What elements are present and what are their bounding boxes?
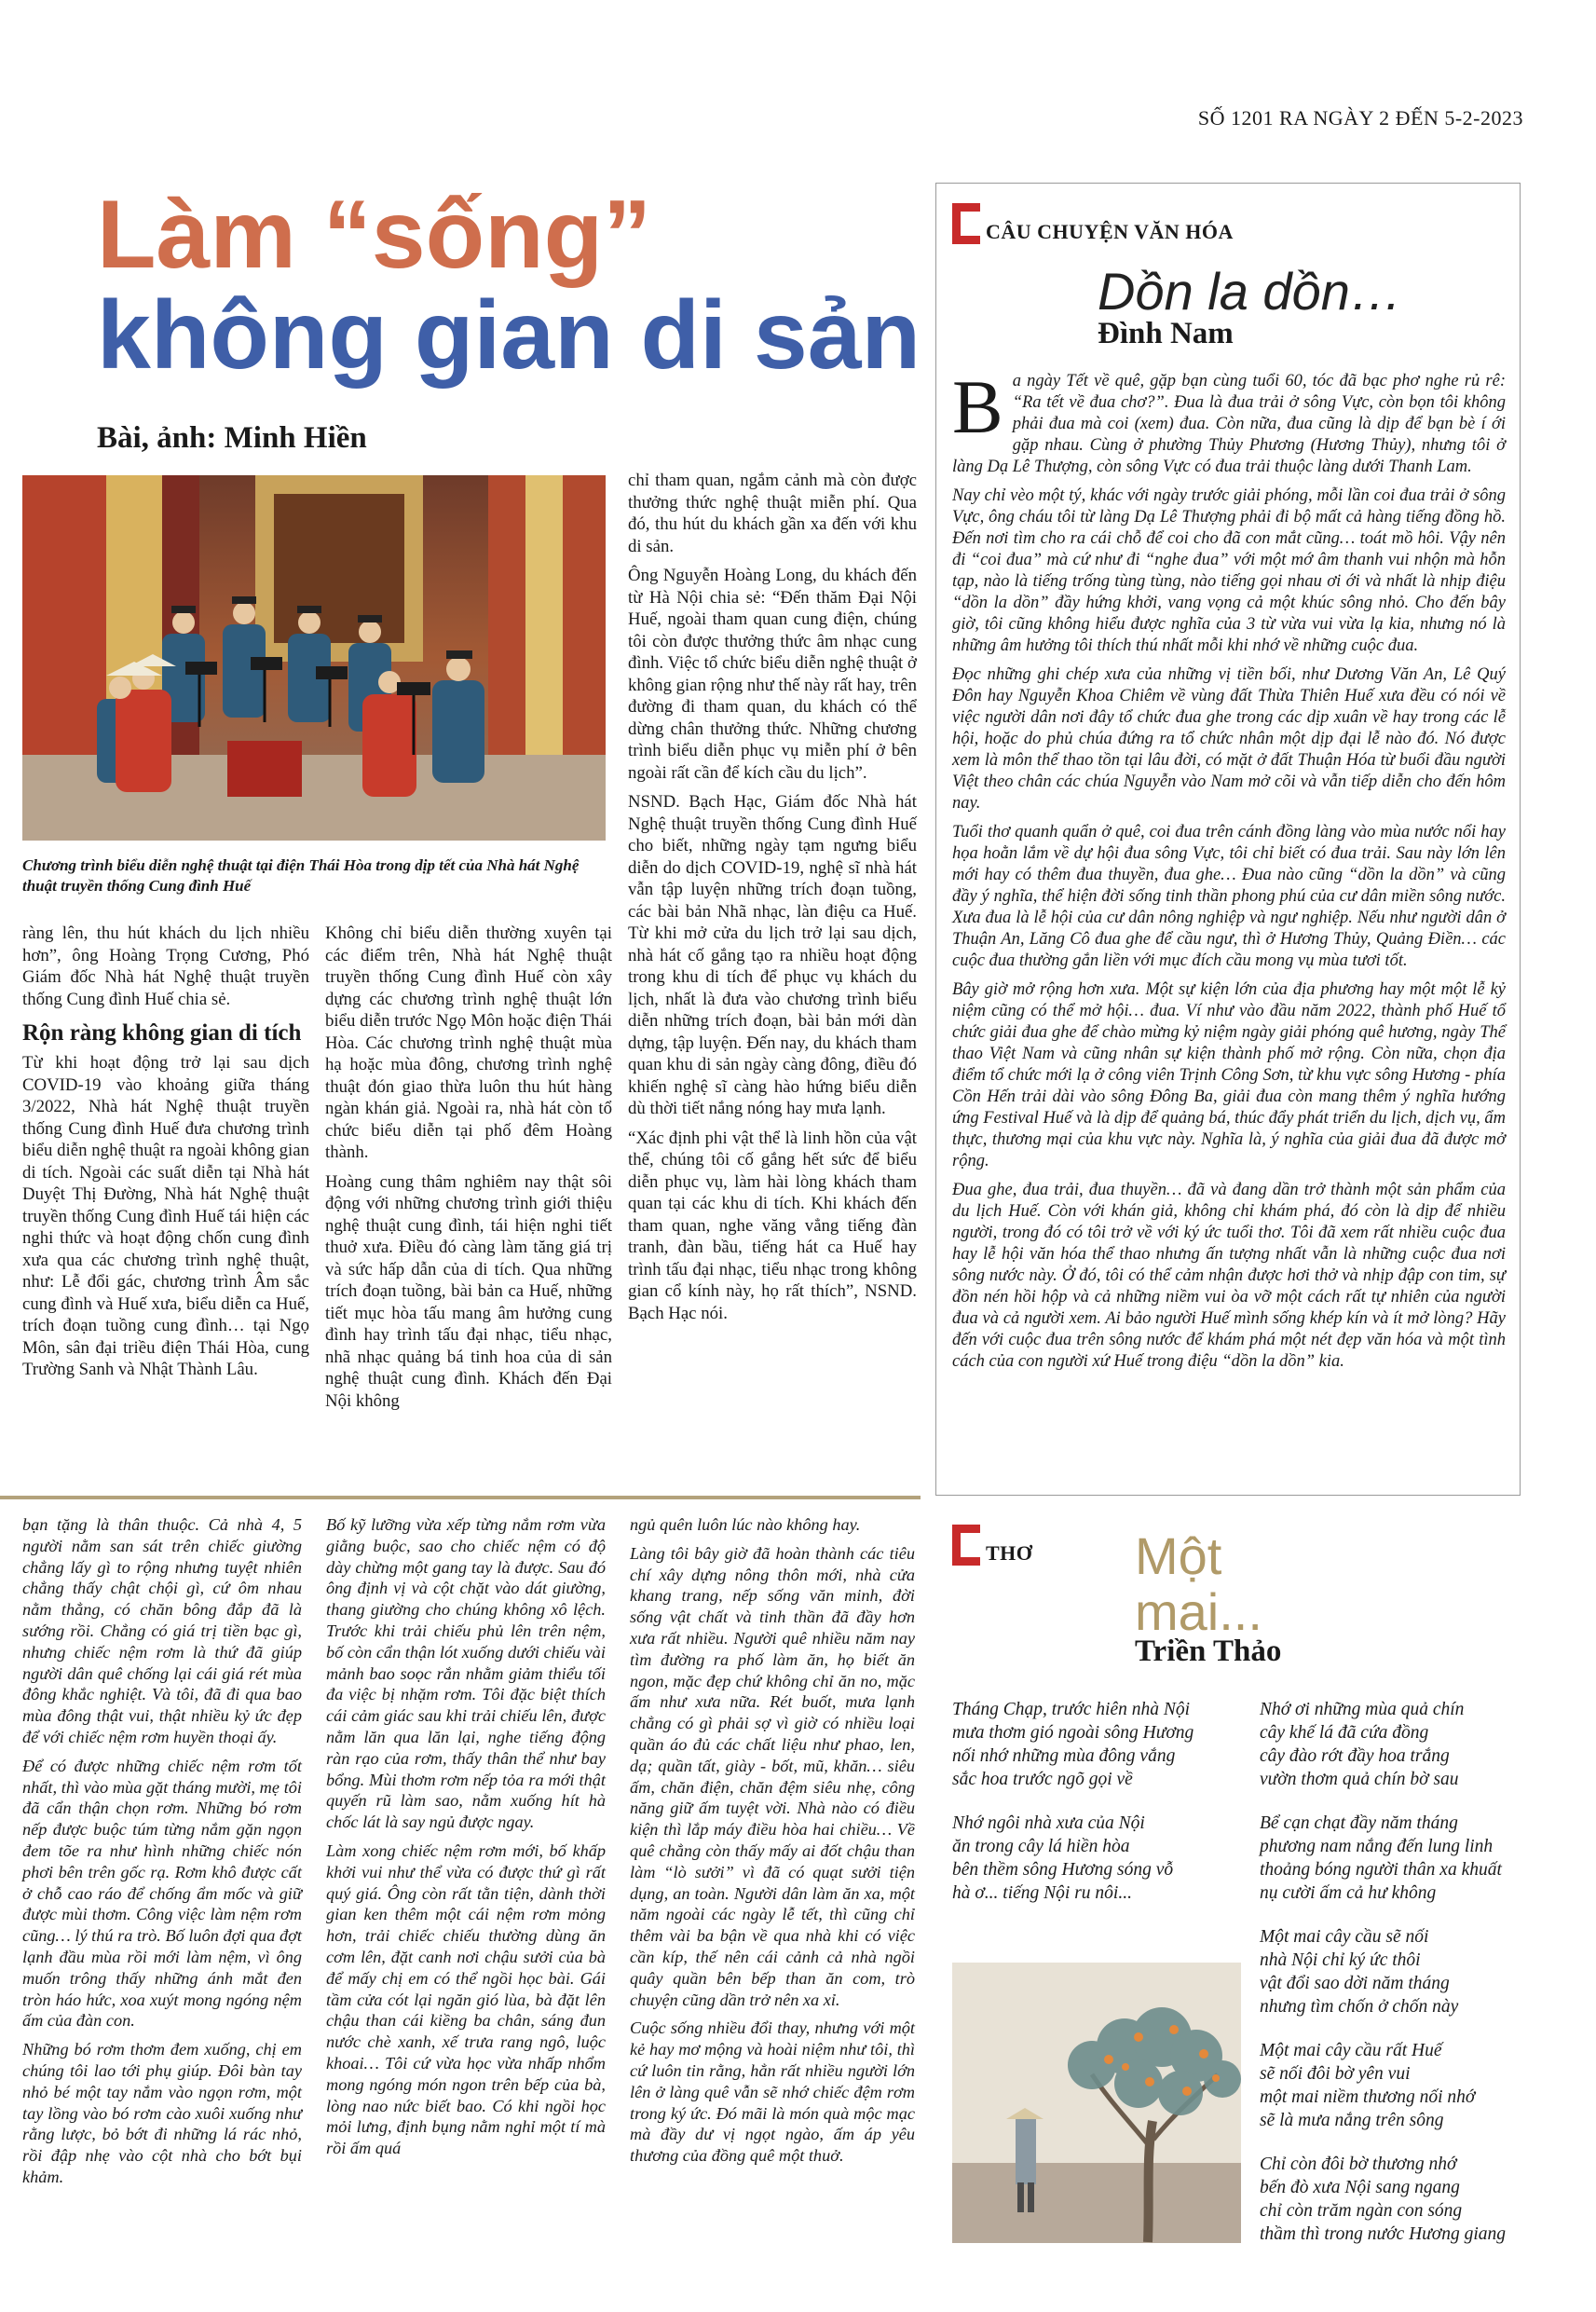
bottom-essay-column-2 [326,1514,606,2167]
photo-caption: Chương trình biểu diễn nghệ thuật tại điện Thái Hòa trong dịp tết của Nhà hát Nghệ thuật truyền thống Cung đình Huế [22,856,580,895]
poem-stanza: Nhớ ơi những mùa quả chín cây khế lá đã cứa đồng cây đào rớt đầy hoa trắng vườn thơm quả chín bờ sau [1260,1700,1465,1789]
poem-title-line1: Một [1135,1526,1222,1585]
section-marker-icon [952,1525,980,1566]
article-column-3 [628,470,917,1332]
essay-paragraph: Nay chỉ vèo một tý, khác với ngày trước giải phóng, mỗi lần coi đua trải ở sông Vực, ông cháu tôi từ làng Dạ Lê Thượng phải đi bộ mất cả hàng tiếng đồng hồ. Đến nơi tìm cho ra cái chỗ để coi cho đã con mắt cũng… toát mồ hôi. Vậy nên đi “coi đua” mà cứ như đi “nghe đua” với một mớ âm thanh vui nhộn mà hỗn tạp, nào là tiếng trống tùng tùng, nào tiếng gọi nhau ơi ới và nhất là nhịp điệu “dồn la dồn” đầy hứng khởi, vang vọng cả một khúc sông nhỏ. Cho đến bây giờ, tôi cũng không hiểu được nghĩa của 3 từ vừa vui vừa lạ kia, nhưng nó là những âm hưởng tôi thích thú nhất mỗi khi nhớ về những cuộc đua. [952,486,1506,655]
poem-stanza: Một mai cây cầu sẽ nối nhà Nội chỉ ký ức thôi vật đổi sao dời năm tháng nhưng tìm chốn ở chốn này [1260,1927,1459,2017]
section-marker-icon [952,203,980,244]
poem-stanza: Một mai cây cầu rất Huế sẽ nối đôi bờ yên vui một mai niềm thương nối nhớ sẽ là mưa nắng trên sông [1260,2041,1476,2130]
culture-label-text: CÂU CHUYỆN VĂN HÓA [986,220,1234,243]
essay-paragraph: Đọc những ghi chép xưa của những vị tiền bối, như Dương Văn An, Lê Quý Đôn hay Nguyễn Khoa Chiêm về vùng đất Thừa Thiên Huế xưa đều có nói về việc người dân nơi đây tổ chức đua ghe trong các dịp xuân về hay trong các lễ hội, hoặc do phủ chúa đứng ra tổ chức nhân một dịp đại lễ nào đó. Nó được xem là môn thể thao tồn tại lâu đời, có mặt ở đất Thuận Hóa từ buổi đầu người Việt theo chân các chúa Nguyễn vào Nam mở cõi và vẫn tiếp diễn cho đến hôm nay. [952,665,1506,813]
dropcap: B [952,364,1003,449]
bottom-essay-column-1 [22,1514,302,2196]
essay-paragraph: Cuộc sống nhiều đổi thay, nhưng với một kẻ hay mơ mộng và hoài niệm như tôi, thì cứ luôn tin rằng, hẳn rất nhiều người lớn lên ở làng quê vẫn sẽ nhớ chiếc đệm rơm trong ký ức. Đó mãi là món quà mộc mạc mà đầy dư vị ngọt ngào, ấm áp yêu thương của đồng quê một thuở. [630,2018,915,2166]
article-column-1 [22,923,309,1389]
poem-section-label [952,1525,1032,1566]
article-title-line1: Làm “sống” [97,181,652,289]
poem-title [1135,1528,1262,1640]
poem-stanza: Chỉ còn đôi bờ thương nhớ bến đò xưa Nội sang ngang chỉ còn trăm ngàn con sóng thầm thì trong nước Hương giang [1260,2155,1506,2244]
performance-photo [22,475,606,841]
essay-paragraph: ngủ quên luôn lúc nào không hay. [630,1515,861,1534]
article-paragraph: chỉ tham quan, ngắm cảnh mà còn được thưởng thức nghệ thuật miễn phí. Qua đó, thu hút du khách gần xa đến với khu di sản. [628,471,917,556]
article-paragraph: Từ khi hoạt động trở lại sau dịch COVID-19 vào khoảng giữa tháng 3/2022, Nhà hát Nghệ thuật truyền thống Cung đình Huế đưa chương trình biểu diễn nghệ thuật ra ngoài không gian di tích. Ngoài các suất diễn tại Nhà hát Duyệt Thị Đường, Nhà hát Nghệ thuật truyền thống Cung đình Huế tái hiện các nghi thức và hoạt động chốn cung đình xưa qua các chương trình nghệ thuật, như: Lễ đổi gác, chương trình Âm sắc cung đình và Huế xưa, biểu diễn ca Huế, trích đoạn tuồng cung đình… tại Ngọ Môn, sân đại triều điện Thái Hòa, cung Trường Sanh và Nhật Thành Lâu. [22,1053,309,1379]
article-paragraph: Hoàng cung thâm nghiêm nay thật sôi động với những chương trình giới thiệu nghệ thuật cung đình, tái hiện nghi tiết thuở xưa. Điều đó càng làm tăng giá trị và sức hấp dẫn của di tích. Qua những trích đoạn tuồng, bài bản ca Huế, những tiết mục hòa tấu mang âm hưởng cung đình hay trình tấu đại nhạc, tiểu nhạc, nhã nhạc quảng bá tinh hoa của di sản nghệ thuật cung đình. Khách đến Đại Nội không [325,1171,612,1411]
essay-paragraph: Làng tôi bây giờ đã hoàn thành các tiêu chí xây dựng nông thôn mới, nhà cửa khang trang, nếp sống văn minh, đời sống vật chất và tinh thần đã đầy hơn xưa rất nhiều. Người quê nhiều năm nay tìm đường ra phố làm ăn, họ biết ăn ngon, mặc đẹp chứ không chỉ ăn no, mặc ấm như xưa nữa. Rét buốt, mưa lạnh chẳng có gì phải sợ vì giờ có nhiều loại quần áo đủ các chất liệu như phao, len, dạ; quần tất, giày - bốt, mũ, khăn… siêu ấm, chăn điện, chăn đệm siêu nhẹ, công năng giữ ấm tuyệt vời. Nhà nào có điều kiện thì lắp máy điều hòa hai chiều… Về quê chẳng còn thấy mấy ai đốt chậu than làm “lò sưởi” vì đã có quạt sưởi tiện dụng, an toàn. Người dân làm ăn xa, một năm ngoài các ngày lễ tết, thì cũng chỉ thêm vài ba bận về qua nhà khi có việc cần kíp, thế nên cái cảnh cả nhà ngồi quây quần bên bếp than ăn com, trò chuyện cũng dần trở nên xa xỉ. [630,1543,915,2009]
culture-essay-body [952,364,1506,1380]
essay-paragraph: Làm xong chiếc nệm rơm mới, bố khấp khởi vui như thể vừa có được thứ gì rất quý giá. Ông còn rất tằn tiện, dành thời gian ken thêm một cái nệm rơm mỏng hơn, trải chiếc chiếu thường dùng ăn cơm lên, đặt canh nơi chậu sưởi của bà để mấy chị em có thể ngồi học bài. Gái tầm cửa cót lại ngăn gió lùa, bà đặt lên chậu than cái kiềng ba chân, sáng đun nước chè xanh, xế trưa rang ngô, luộc khoai… Tôi cứ vừa học vừa nhấp nhổm mong ngóng món ngon trên bếp của bà, lòng nao nức biết bao. Có khi ngồi học mỏi lưng, định bụng nằm nghỉ một tí mà rồi ấm quá [326,1840,606,2158]
section-divider [0,1496,921,1499]
essay-paragraph: Để có được những chiếc nệm rơm tốt nhất, thì vào mùa gặt tháng mười, mẹ tôi đã cẩn thận chọn rơm. Những bó rơm nếp được buộc túm từng nắm gặn ngọn đem tõe ra như hình những chiếc nón phơi bên trên gốc rạ. Rơm khô được cất ở chỗ cao ráo để chống ẩm mốc và giữ được mùi thơm. Công việc làm nệm rơm cũng… lý thú ra trò. Bố luôn đợi qua đợt lạnh đầu mùa rồi mới làm nệm, vì ông muốn trông thấy những ánh mắt đen tròn háo hức, xoa xuýt mong ngóng nệm ấm của đàn con. [22,1756,302,2031]
culture-essay-title: Dồn la dồn… [1098,262,1402,321]
poem-author: Triền Thảo [1135,1635,1282,1668]
essay-paragraph: Những bó rơm thơm đem xuống, chị em chúng tôi lao tới phụ giúp. Đôi bàn tay nhỏ bé một tay nắm vào ngọn rơm, một tay lồng vào bó rơm cào xuôi xuống như rằng lược, bỏ bớt đi những lá rác nhỏ, rồi đập nhẹ vào cột nhà cho bớt bụi khảm. [22,2040,302,2186]
culture-section-label [952,203,1234,244]
article-paragraph: Ông Nguyễn Hoàng Long, du khách đến từ Hà Nội chia sẻ: “Đến thăm Đại Nội Huế, ngoài tham quan cung điện, chúng tôi còn được thưởng thức âm nhạc cung đình. Việc tổ chức biểu diễn nghệ thuật ở không gian rộng như thế này rất hay, trên đường đi tham quan, du khách có thể dừng chân thưởng thức. Những chương trình biểu diễn phục vụ miễn phí ở bên ngoài rất cần để kích cầu du lịch”. [628,566,917,783]
article-byline: Bài, ảnh: Minh Hiền [97,421,367,455]
photo-illustration [22,475,606,841]
essay-paragraph: bạn tặng là thân thuộc. Cả nhà 4, 5 người nằm san sát trên chiếc giường chẳng lấy gì to rộng nhưng tuyệt nhiên chẳng thấy chật chội gì, cứ ôm nhau nằm thẳng, có chăn bông đắp đã là sướng rồi. Chẳng có giá trị tiền bạc gì, nhưng chiếc nệm rơm là thứ đã giúp người dân quê chống lại cái giá rét mùa đông khắc nghiệt. Và tôi, đã đi qua bao mùa đông thật vui, thật nhiều kỷ ức đẹp để với chiếc nệm rơm huyền thoại ấy. [22,1515,302,1746]
article-paragraph: NSND. Bạch Hạc, Giám đốc Nhà hát Nghệ thuật truyền thống Cung đình Huế cho biết, những ngày tạm ngưng biểu diễn do dịch COVID-19, nghệ sĩ nhà hát vẫn tập luyện những trích đoạn tuồng, các bài bản Nhã nhạc, làn điệu ca Huế. Từ khi mở cửa du lịch trở lại sau dịch, nhà hát cố gắng tạo ra nhiều hoạt động trong khu di tích để phục vụ khách du lịch, nhất là đưa vào chương trình biểu diễn những trích đoạn, bài bản mới dàn dựng, tập luyện. Đến nay, du khách tham quan khu di sản ngày càng đông, điều đó khiến nghệ sĩ càng hào hứng biểu diễn dù thời tiết nắng nóng hay mưa lạnh. [628,792,917,1118]
essay-paragraph: Bây giờ mở rộng hơn xưa. Một sự kiện lớn của địa phương hay một một lễ kỷ niệm cũng có thể mở hội… đua. Ví như vào đầu năm 2022, thành phố Huế tổ chức giải đua ghe để chào mừng kỷ niệm ngày giải phóng quê hương, ngày Thể thao Việt Nam và cũng nhân sự kiện thành phố mở rộng. Còn nữa, chọn địa điểm tổ chức mới lạ ở công viên Trịnh Công Sơn, từ khu vực sông Hương - phía Cồn Hến trải dài vào sông Đông Ba, giải đua còn mang thêm ý nghĩa hướng ứng Festival Huế và là dịp để quảng bá, thúc đẩy phát triển du lịch, dịch vụ, ẩm thực, thương mại của khu vực này. Nghĩa là, ý nghĩa của giải đua đã được mở rộng. [952,980,1506,1170]
poem-stanza: Bể cạn chạt đầy năm tháng phương nam nắng đến lung linh thoảng bóng người thân xa khuất nụ cười ấm cả hư không [1260,1813,1502,1903]
essay-paragraph: Tuổi thơ quanh quẩn ở quê, coi đua trên cánh đồng làng vào mùa nước nổi hay họa hoằn lắm về dự hội đua sông Vực, tôi chỉ biết có đua trải. Sau này lớn lên mới hay có thêm đua thuyền, đua ghe… Đua nào cũng “dồn la dồn” và cũng đầy ý nghĩa, thể hiện đời sống tinh thần phong phú của cư dân miền sông nước. Xưa đua là lễ hội của cư dân nông nghiệp và ngư nghiệp. Nếu như người dân ở Thuận An, Lăng Cô đua ghe để cầu ngư, thì ở Hương Thủy, Quảng Điền… các cuộc đua thường gắn liền với mục đích cầu mong vụ mùa tươi tốt. [952,823,1506,970]
essay-paragraph: Ba ngày Tết về quê, gặp bạn cùng tuổi 60, tóc đã bạc phơ nghe rủ rê: “Ra tết về đua chơ?”. Đua là đua trải ở sông Vực, còn bọn tôi không phải đua mà coi (xem) đua. Còn nữa, đua cũng là dịp để bạn bè í ới gặp nhau. Cùng ở phường Thủy Phương (Hương Thủy), nhưng tôi ở làng Dạ Lê Thượng, còn sông Vực có đua trải thuộc làng dưới Thanh Lam. [952,364,1506,476]
essay-paragraph: Đua ghe, đua trải, đua thuyền… đã và đang dần trở thành một sản phẩm của du lịch Huế. Còn với khán giả, không chỉ khám phá, đó còn là dịp để nhiều người, trong đó có tôi trở về với ký ức tuổi thơ. Tôi đã xem rất nhiều cuộc đua hay lễ hội văn hóa thể thao nhưng ấn tượng nhất vẫn là những cuộc đua nơi sông nước này. Ở đó, tôi có thể cảm nhận được hơi thở và nhịp đập con tim, sự đồn nén hồi hộp và cả những niềm vui òa vỡ một cách rất tự nhiên của người đua và cả người xem. Ai bảo người Huế mình sống khép kín và ít mở lòng? Hãy đến với cuộc đua trên sông nước để khám phá một nét đẹp văn hóa và một tình cách của con người xứ Huế trong điệu “dồn la dồn” kia. [952,1181,1506,1371]
poem-stanza: Tháng Chạp, trước hiên nhà Nội mưa thơm gió ngoài sông Hương nối nhớ những mùa đông vắng sắc hoa trước ngõ gọi về [952,1700,1194,1789]
article-column-2 [325,923,612,1419]
poem-stanza: Nhớ ngôi nhà xưa của Nội ăn trong cây lá hiền hòa bên thềm sông Hương sóng vỗ hà ơ... tiếng Nội ru nôi... [952,1813,1174,1903]
article-title-line2: không gian di sản [97,281,921,390]
poem-illustration [952,1963,1241,2243]
poem-left-column [952,1698,1241,1925]
article-paragraph: ràng lên, thu hút khách du lịch nhiều hơn”, ông Hoàng Trọng Cương, Phó Giám đốc Nhà hát Nghệ thuật truyền thống Cung đình Huế chia sẻ. [22,923,309,1009]
essay-paragraph: Bố kỹ lưỡng vừa xếp từng nắm rơm vừa giằng buộc, sao cho chiếc nệm có độ dày chừng một gang tay là được. Sau đó ông định vị và cột chặt vào dát giường, thang giường cho chúng không xô lệch. Trước khi trải chiếu phủ lên trên nệm, bố còn cẩn thận lót xuống dưới chiếu vài mảnh bao soọc rắn nhằm giảm thiểu tối đa việc bị nhặm rơm. Tôi đặc biệt thích cái cảm giác sau khi trải chiếu lên, được nằm lăn qua lăn lại, nghe tiếng động ràn rạo của rơm, thấy thân thể như bay bổng. Mùi thơm rơm nếp tỏa ra mới thật quyến rũ làm sao, nằm xuống hít hà chốc lát là say ngủ được ngay. [326,1515,606,1832]
poem-label-text: THƠ [986,1541,1033,1565]
bottom-essay-column-3 [630,1514,915,2174]
tree-figure-illustration [952,1963,1241,2243]
issue-header: SỐ 1201 RA NGÀY 2 ĐẾN 5-2-2023 [1197,106,1523,130]
article-paragraph: Không chỉ biểu diễn thường xuyên tại các điểm trên, Nhà hát Nghệ thuật truyền thống Cung đình Huế còn xây dựng các chương trình nghệ thuật lớn biểu diễn trước Ngọ Môn hoặc điện Thái Hòa. Các chương trình nghệ thuật mùa hạ hoặc mùa đông, chương trình nghệ thuật đón giao thừa luôn thu hút hàng ngàn khán giả. Ngoài ra, nhà hát còn tổ chức biểu diễn tại phố đêm Hoàng thành. [325,923,612,1162]
culture-essay-author: Đình Nam [1098,317,1234,350]
poem-title-line2: mai... [1135,1582,1262,1641]
article-paragraph: “Xác định phi vật thể là linh hồn của vật thể, chúng tôi cố gắng hết sức để biểu diễn phục vụ, làm hài lòng khách tham quan tại các khu di tích. Khi khách đến tham quan, nghe văng vẳng tiếng đàn tranh, đàn bầu, tiếng hát ca Huế hay trình tấu đại nhạc, tiểu nhạc trong không gian cổ kính này, họ rất thích”, NSND. Bạch Hạc nói. [628,1128,917,1323]
article-subhead: Rộn ràng không gian di tích [22,1020,302,1046]
poem-right-column [1260,1698,1539,2266]
